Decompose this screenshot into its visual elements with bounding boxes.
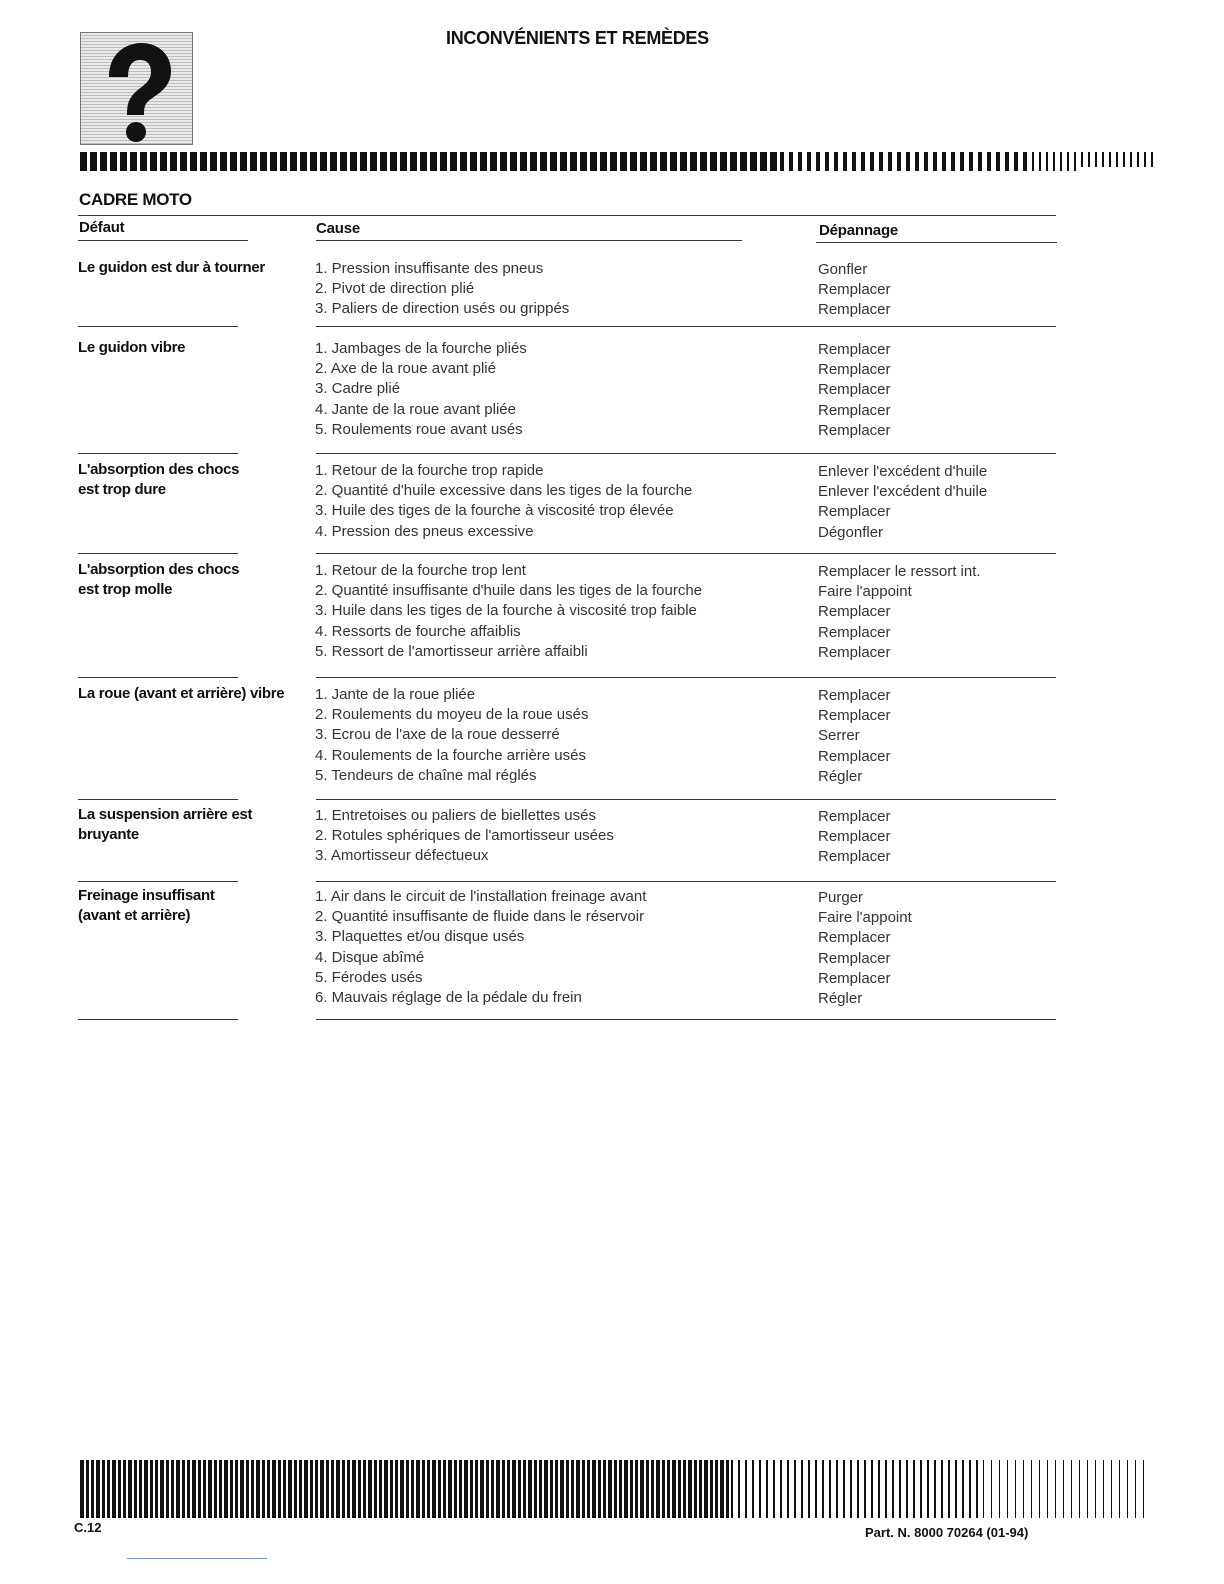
remedy-item: Remplacer	[818, 503, 891, 521]
cause-item: 5. Férodes usés	[315, 968, 423, 986]
cause-item: 3. Paliers de direction usés ou grippés	[315, 300, 570, 318]
defect-label	[78, 460, 310, 500]
defect-line: est trop molle	[78, 581, 173, 598]
cause-item: 3. Ecrou de l'axe de la roue desserré	[315, 726, 560, 744]
row-separator	[316, 1019, 1056, 1020]
remedy-item: Enlever l'excédent d'huile	[818, 483, 988, 501]
cause-item: 1. Jante de la roue pliée	[315, 686, 476, 703]
remedy-item: Remplacer	[818, 381, 891, 399]
cause-item: 2. Rotules sphériques de l'amortisseur usées	[315, 827, 614, 845]
cause-item: 2. Axe de la roue avant plié	[315, 360, 496, 378]
remedy-list	[818, 888, 1058, 1009]
row-separator	[78, 881, 238, 882]
remedy-item: Gonfler	[818, 261, 868, 278]
cause-item: 1. Entretoises ou paliers de biellettes usés	[315, 807, 596, 824]
cause-item: 6. Mauvais réglage de la pédale du frein	[315, 989, 582, 1007]
remedy-item: Remplacer le ressort int.	[818, 563, 981, 580]
cause-item: 1. Retour de la fourche trop rapide	[315, 462, 544, 479]
defect-line: La suspension arrière est	[78, 806, 253, 823]
row-separator	[78, 553, 238, 554]
top-barcode-divider	[80, 152, 1155, 171]
cause-item: 1. Air dans le circuit de l'installation freinage avant	[315, 888, 647, 905]
defect-line: L'absorption des chocs	[78, 461, 240, 478]
defect-label	[78, 338, 310, 358]
cause-item: 3. Huile des tiges de la fourche à viscosité trop élevée	[315, 502, 674, 520]
defect-line: (avant et arrière)	[78, 907, 191, 924]
page-title: INCONVÉNIENTS ET REMÈDES	[446, 28, 709, 48]
header-defect: Défaut	[79, 219, 125, 236]
row-separator	[78, 799, 238, 800]
cause-list	[315, 685, 805, 786]
remedy-list	[818, 562, 1058, 663]
row-separator	[78, 326, 238, 327]
remedy-item: Remplacer	[818, 949, 891, 967]
defect-label	[78, 560, 310, 600]
question-mark-icon	[80, 32, 193, 145]
remedy-item: Remplacer	[818, 848, 891, 866]
bottom-barcode	[80, 1460, 1150, 1520]
defect-label	[78, 258, 310, 278]
header-remedy: Dépannage	[819, 222, 899, 239]
remedy-item: Dégonfler	[818, 523, 884, 541]
row-separator	[316, 326, 1056, 327]
section-title: CADRE MOTO	[79, 190, 192, 209]
remedy-item: Remplacer	[818, 341, 891, 358]
row-separator	[316, 881, 1056, 882]
cause-list	[315, 561, 805, 662]
remedy-item: Remplacer	[818, 301, 891, 319]
defect-line: Le guidon vibre	[78, 339, 186, 356]
defect-label	[78, 886, 310, 926]
remedy-item: Remplacer	[818, 747, 891, 765]
cause-item: 2. Pivot de direction plié	[315, 280, 475, 298]
cause-item: 3. Huile dans les tiges de la fourche à viscosité trop faible	[315, 602, 697, 620]
remedy-item: Remplacer	[818, 361, 891, 379]
decorative-line	[127, 1558, 267, 1559]
remedy-item: Régler	[818, 767, 863, 785]
cause-item: 2. Quantité insuffisante d'huile dans les tiges de la fourche	[315, 582, 703, 600]
cause-item: 4. Pression des pneus excessive	[315, 522, 534, 540]
remedy-list	[818, 807, 1058, 868]
header-underline-remedy	[816, 242, 1057, 243]
row-separator	[78, 677, 238, 678]
remedy-item: Serrer	[818, 727, 860, 745]
cause-item: 2. Roulements du moyeu de la roue usés	[315, 706, 589, 724]
cause-list	[315, 259, 805, 320]
remedy-item: Remplacer	[818, 401, 891, 419]
cause-item: 5. Tendeurs de chaîne mal réglés	[315, 766, 537, 784]
page-number: C.12	[74, 1520, 102, 1535]
defect-line: Le guidon est dur à tourner	[78, 259, 265, 276]
defect-label	[78, 805, 310, 845]
cause-item: 5. Roulements roue avant usés	[315, 420, 523, 438]
part-number: Part. N. 8000 70264 (01-94)	[865, 1525, 1029, 1540]
cause-item: 1. Pression insuffisante des pneus	[315, 260, 544, 277]
row-separator	[316, 799, 1056, 800]
cause-item: 4. Ressorts de fourche affaiblis	[315, 622, 521, 640]
remedy-item: Purger	[818, 889, 864, 906]
defect-line: bruyante	[78, 826, 139, 843]
row-separator	[78, 1019, 238, 1020]
cause-item: 1. Jambages de la fourche pliés	[315, 340, 527, 357]
cause-item: 1. Retour de la fourche trop lent	[315, 562, 526, 579]
remedy-item: Remplacer	[818, 828, 891, 846]
remedy-list	[818, 260, 1058, 321]
remedy-list	[818, 340, 1058, 441]
defect-label	[78, 684, 310, 704]
remedy-list	[818, 462, 1058, 543]
cause-list	[315, 461, 805, 542]
remedy-item: Remplacer	[818, 969, 891, 987]
cause-item: 4. Roulements de la fourche arrière usés	[315, 746, 586, 764]
defect-line: est trop dure	[78, 481, 166, 498]
cause-list	[315, 806, 805, 867]
header-underline-cause	[316, 240, 742, 241]
header-cause: Cause	[316, 220, 361, 237]
cause-item: 3. Cadre plié	[315, 380, 401, 398]
cause-item: 2. Quantité d'huile excessive dans les tiges de la fourche	[315, 482, 693, 500]
header-underline-defect	[78, 240, 248, 241]
cause-item: 3. Plaquettes et/ou disque usés	[315, 928, 525, 946]
remedy-item: Enlever l'excédent d'huile	[818, 463, 988, 480]
remedy-item: Régler	[818, 990, 863, 1008]
header-top-line	[78, 215, 1056, 216]
remedy-item: Remplacer	[818, 707, 891, 725]
remedy-item: Remplacer	[818, 808, 891, 825]
defect-line: L'absorption des chocs	[78, 561, 240, 578]
cause-item: 2. Quantité insuffisante de fluide dans le réservoir	[315, 908, 645, 926]
row-separator	[316, 677, 1056, 678]
cause-item: 4. Jante de la roue avant pliée	[315, 400, 516, 418]
remedy-item: Remplacer	[818, 603, 891, 621]
cause-list	[315, 887, 805, 1008]
cause-item: 3. Amortisseur défectueux	[315, 847, 489, 865]
row-separator	[316, 453, 1056, 454]
cause-item: 4. Disque abîmé	[315, 948, 425, 966]
remedy-item: Remplacer	[818, 623, 891, 641]
remedy-list	[818, 686, 1058, 787]
row-separator	[316, 553, 1056, 554]
remedy-item: Faire l'appoint	[818, 909, 912, 927]
row-separator	[78, 453, 238, 454]
cause-item: 5. Ressort de l'amortisseur arrière affaibli	[315, 642, 588, 660]
remedy-item: Remplacer	[818, 643, 891, 661]
remedy-item: Remplacer	[818, 421, 891, 439]
remedy-item: Remplacer	[818, 687, 891, 704]
remedy-item: Remplacer	[818, 281, 891, 299]
defect-line: La roue (avant et arrière) vibre	[78, 685, 285, 702]
cause-list	[315, 339, 805, 440]
defect-line: Freinage insuffisant	[78, 887, 215, 904]
remedy-item: Faire l'appoint	[818, 583, 912, 601]
remedy-item: Remplacer	[818, 929, 891, 947]
